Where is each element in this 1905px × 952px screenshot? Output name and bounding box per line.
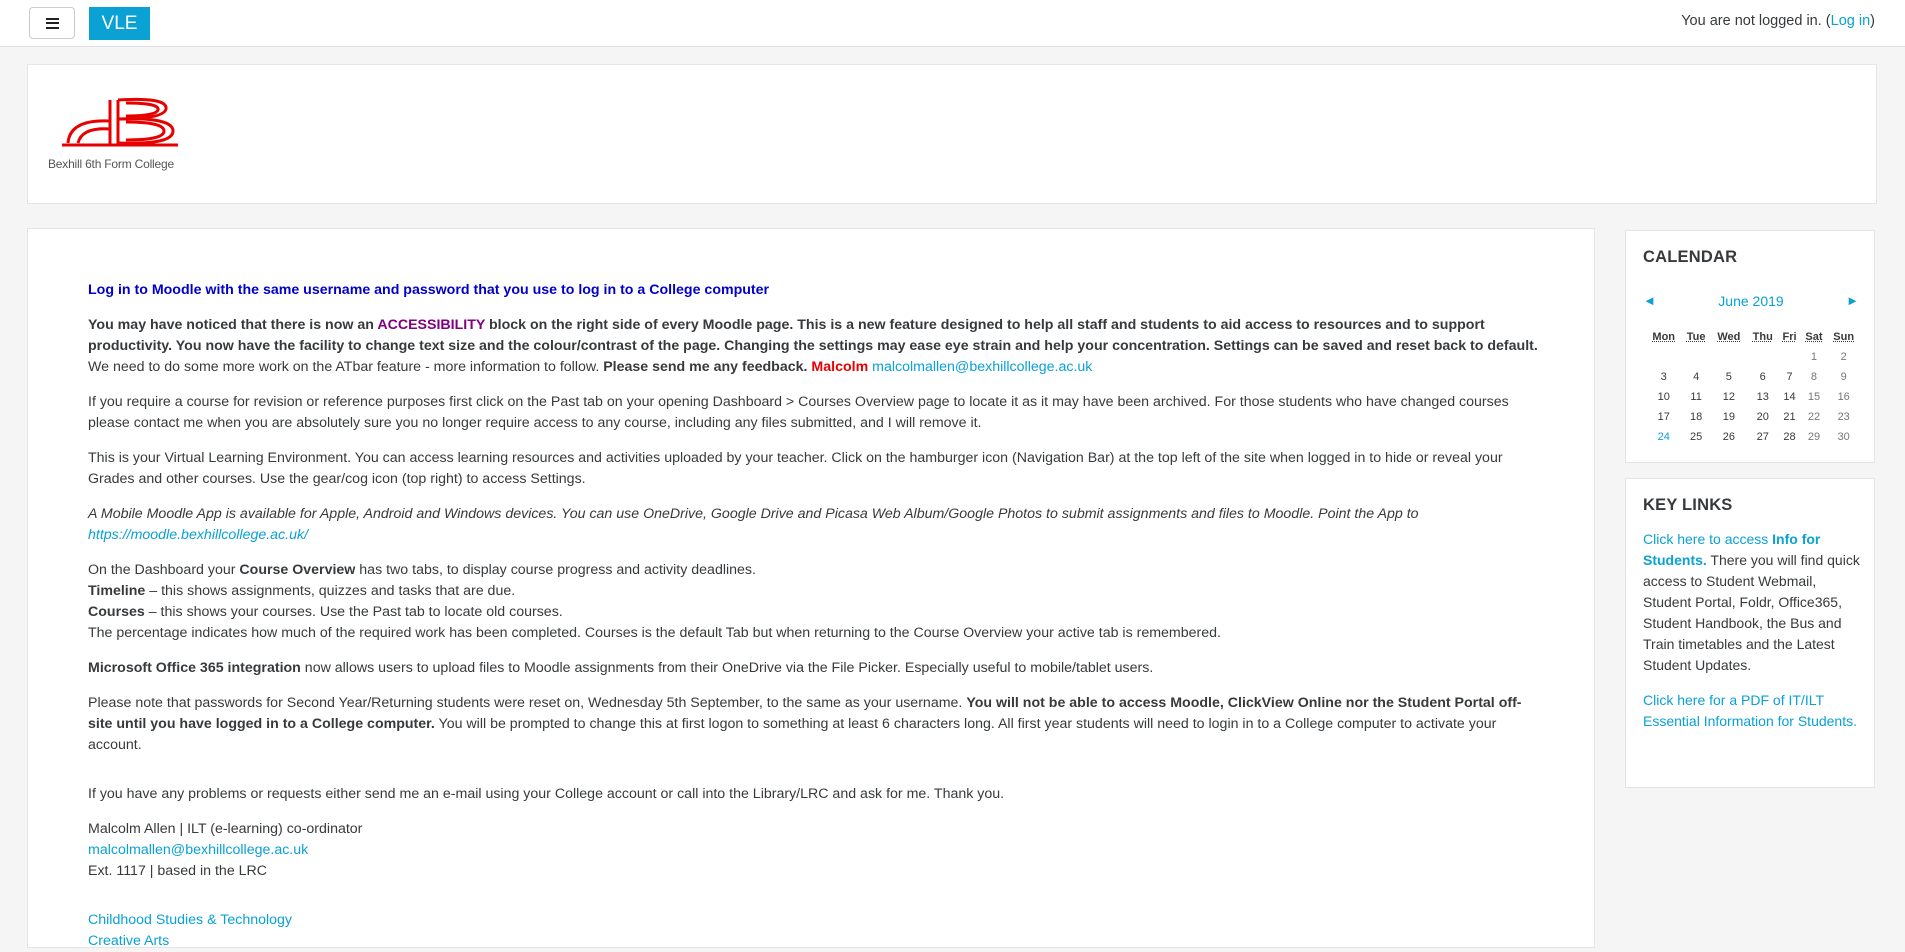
- calendar-day[interactable]: 28: [1783, 431, 1796, 443]
- calendar-day[interactable]: 13: [1756, 391, 1769, 403]
- calendar-day[interactable]: 30: [1837, 431, 1850, 443]
- key-links-block: [1625, 478, 1875, 788]
- accessibility-highlight: ACCESSIBILITY: [377, 317, 486, 333]
- site-announcement: [88, 280, 1538, 952]
- calendar-day[interactable]: 2: [1840, 351, 1847, 363]
- calendar-day[interactable]: 4: [1693, 371, 1700, 383]
- calendar-day[interactable]: 24: [1657, 431, 1670, 443]
- it-ilt-pdf-link[interactable]: Click here for a PDF of IT/ILT Essential Information for Students.: [1643, 692, 1857, 729]
- calendar-week-row: [1646, 387, 1860, 407]
- calendar-day[interactable]: 5: [1725, 371, 1732, 383]
- calendar-day[interactable]: 7: [1786, 371, 1793, 383]
- calendar-week-row: [1646, 427, 1860, 447]
- weekday-header: Thu: [1752, 331, 1773, 343]
- author-email-link[interactable]: malcolmallen@bexhillcollege.ac.uk: [872, 359, 1093, 375]
- office365-paragraph: Microsoft Office 365 integration now allows users to upload files to Moodle assignments from their OneDrive via the File Picker. Especially useful to mobile/tablet users.: [88, 660, 1154, 676]
- key-links-title: KEY LINKS: [1643, 496, 1733, 514]
- calendar-week-row: [1646, 347, 1860, 367]
- feedback-request: Please send me any feedback.: [603, 359, 808, 375]
- signature: [88, 819, 1538, 882]
- category-link-childhood-studies[interactable]: Childhood Studies & Technology: [88, 912, 293, 928]
- accessibility-paragraph: You may have noticed that there is now an ACCESSIBILITY block on the right side of every Moodle page. This is a new feature designed to help all staff and students to aid access to resources and to support productivity. You now have the facility to change text size and the colour/contrast of the page. Changing the settings may ease eye strain and help your concentration. Settings can be saved and reset back to default. We need to do some more work on the ATbar feature - more information to follow. Please send me any feedback. Malcolm malcolmallen@bexhillcollege.ac.uk: [88, 317, 1538, 375]
- site-brand-link[interactable]: VLE: [89, 7, 150, 40]
- calendar-day[interactable]: 25: [1690, 431, 1703, 443]
- author-name: Malcolm: [811, 359, 869, 375]
- calendar-day[interactable]: 10: [1657, 391, 1670, 403]
- info-for-students-paragraph: Click here to access Info for Students. There you will find quick access to Student Webmail, Student Portal, Foldr, Office365, Student Handbook, the Bus and Train timetables and the Latest Student Updates.: [1643, 531, 1860, 673]
- previous-month-icon[interactable]: ◄: [1643, 293, 1656, 308]
- calendar-day[interactable]: 17: [1657, 411, 1670, 423]
- calendar-day[interactable]: 21: [1783, 411, 1796, 423]
- weekday-header: Wed: [1717, 331, 1741, 343]
- college-logo-text: Bexhill 6th Form College: [48, 157, 174, 171]
- contact-paragraph: If you have any problems or requests either send me an e-mail using your College account or call into the Library/LRC and ask for me. Thank you.: [88, 786, 1005, 802]
- calendar-title: CALENDAR: [1643, 248, 1738, 266]
- weekday-header: Sat: [1805, 331, 1823, 343]
- vle-intro-paragraph: This is your Virtual Learning Environment. You can access learning resources and activities uploaded by your teacher. Click on the hamburger icon (Navigation Bar) at the top left of the site when logged in to hide or reveal your Grades and other courses. Use the gear/cog icon (top right) to access Settings.: [88, 450, 1503, 487]
- moodle-url-link[interactable]: https://moodle.bexhillcollege.ac.uk/: [88, 527, 309, 543]
- calendar-day[interactable]: 29: [1807, 431, 1821, 443]
- calendar-day[interactable]: 14: [1783, 391, 1796, 403]
- calendar-table: [1646, 327, 1860, 447]
- course-category-list: [88, 910, 1538, 952]
- calendar-empty-day: [1779, 347, 1801, 367]
- main-content: [27, 228, 1595, 948]
- calendar-day[interactable]: 8: [1810, 371, 1818, 383]
- calendar-block: [1625, 230, 1875, 463]
- hamburger-icon: [46, 18, 59, 29]
- calendar-day[interactable]: 20: [1756, 411, 1769, 423]
- signature-extension: Ext. 1117 | based in the LRC: [88, 863, 268, 879]
- calendar-empty-day: [1646, 347, 1681, 367]
- mobile-app-paragraph: A Mobile Moodle App is available for Apple, Android and Windows devices. You can use OneDrive, Google Drive and Picasa Web Album/Google Photos to submit assignments and files to Moodle. Point the App to https://moodle.bexhillcollege.ac.uk/: [88, 506, 1419, 543]
- category-link-creative-arts[interactable]: Creative Arts: [88, 933, 170, 949]
- accessibility-intro: You may have noticed that there is now an ACCESSIBILITY block on the right side of every Moodle page. This is a new feature designed to help all staff and students to aid access to resources and to support productivity. You now have the facility to change text size and the colour/contrast of the page. Changing the settings may ease eye strain and help your concentration. Settings can be saved and reset back to default.: [88, 317, 1538, 354]
- signature-email-link[interactable]: malcolmallen@bexhillcollege.ac.uk: [88, 842, 309, 858]
- login-status-prefix: You are not logged in. (: [1681, 13, 1831, 29]
- key-links-content: [1643, 529, 1863, 746]
- calendar-day[interactable]: 3: [1660, 371, 1667, 383]
- calendar-weekday-row: [1646, 327, 1860, 347]
- nav-drawer-toggle-button[interactable]: [29, 7, 75, 39]
- calendar-empty-day: [1711, 347, 1747, 367]
- weekday-header: Mon: [1652, 331, 1676, 343]
- calendar-day[interactable]: 22: [1807, 411, 1821, 423]
- calendar-navigation: [1643, 293, 1859, 313]
- calendar-day[interactable]: 6: [1759, 371, 1766, 383]
- login-status-suffix: ): [1870, 13, 1875, 29]
- calendar-day[interactable]: 16: [1837, 391, 1850, 403]
- calendar-day[interactable]: 26: [1722, 431, 1735, 443]
- signature-name: Malcolm Allen | ILT (e-learning) co-ordinator: [88, 821, 363, 837]
- calendar-day[interactable]: 18: [1690, 411, 1703, 423]
- calendar-day[interactable]: 9: [1840, 371, 1847, 383]
- calendar-day[interactable]: 19: [1722, 411, 1735, 423]
- log-in-link[interactable]: Log in: [1830, 13, 1871, 29]
- calendar-empty-day: [1747, 347, 1779, 367]
- calendar-day[interactable]: 12: [1722, 391, 1735, 403]
- next-month-icon[interactable]: ►: [1846, 293, 1859, 308]
- calendar-empty-day: [1681, 347, 1710, 367]
- weekday-header: Tue: [1686, 331, 1706, 343]
- past-courses-paragraph: If you require a course for revision or reference purposes first click on the Past tab on your opening Dashboard > Courses Overview page to locate it as it may have been archived. For those students who have changed courses please contact me when you are absolutely sure you no longer require access to any course, including any files submitted, and I will remove it.: [88, 394, 1509, 431]
- calendar-day[interactable]: 15: [1807, 391, 1821, 403]
- calendar-day[interactable]: 11: [1690, 391, 1702, 403]
- calendar-day[interactable]: 27: [1756, 431, 1769, 443]
- calendar-week-row: [1646, 367, 1860, 387]
- navbar: [0, 0, 1905, 47]
- calendar-day[interactable]: 1: [1810, 351, 1818, 363]
- calendar-week-row: [1646, 407, 1860, 427]
- login-instruction-heading: Log in to Moodle with the same username and password that you use to log in to a College computer: [88, 282, 770, 298]
- calendar-day[interactable]: 23: [1837, 411, 1850, 423]
- page-header: [27, 64, 1877, 204]
- info-for-students-link[interactable]: Click here to access Info for Students.: [1643, 531, 1821, 568]
- weekday-header: Fri: [1782, 331, 1797, 343]
- login-status: [1681, 13, 1875, 29]
- calendar-month-link[interactable]: June 2019: [1718, 293, 1784, 309]
- weekday-header: Sun: [1833, 331, 1855, 343]
- password-paragraph: Please note that passwords for Second Year/Returning students were reset on, Wednesday 5th September, to the same as your username. You will not be able to access Moodle, ClickView Online nor the Student Portal off-site until you have logged in to a College computer. You will be prompted to change this at first logon to something at least 6 characters long. All first year students will need to login in to a College computer to activate your account.: [88, 695, 1522, 753]
- dashboard-paragraph: On the Dashboard your Course Overview has two tabs, to display course progress and activity deadlines. Timeline – this shows assignments, quizzes and tasks that are due. Courses – this shows your courses. Use the Past tab to locate old courses. The percentage indicates how much of the required work has been completed. Courses is the default Tab but when returning to the Course Overview your active tab is remembered.: [88, 562, 1221, 641]
